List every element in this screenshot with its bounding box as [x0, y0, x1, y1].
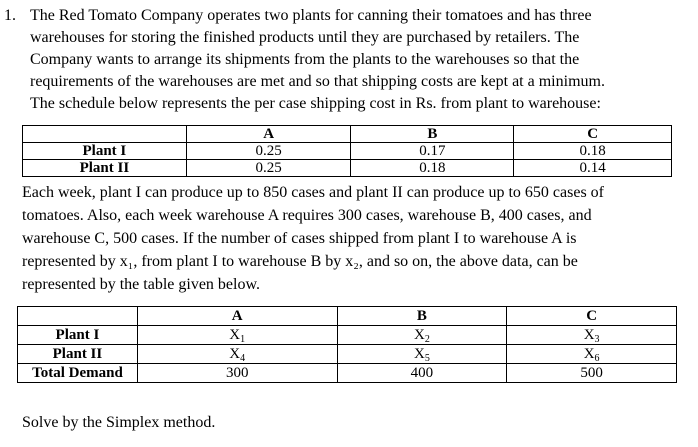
- header-cell-b: B: [337, 307, 507, 326]
- variable-cell: $X_4$: [137, 345, 337, 364]
- demand-cell: 500: [507, 364, 677, 383]
- cost-cell: 0.17: [351, 143, 514, 160]
- table-row: [23, 160, 672, 177]
- table-header-row: [18, 307, 677, 326]
- demand-cell: 300: [137, 364, 337, 383]
- cost-cell: 0.14: [514, 160, 672, 177]
- body-paragraph: [22, 181, 692, 296]
- table-row: [18, 364, 677, 383]
- table-header-row: [23, 126, 672, 143]
- body-line: tomatoes. Also, each week warehouse A requires 300 cases, warehouse B, 400 cases, and: [22, 207, 592, 224]
- variable-cell: $X_6$: [507, 345, 677, 364]
- row-label: Plant II: [23, 160, 187, 177]
- cost-cell: 0.18: [514, 143, 672, 160]
- header-cell-empty: [23, 126, 187, 143]
- variable-cell: $X_5$: [337, 345, 507, 364]
- cost-cell: 0.25: [186, 143, 351, 160]
- cost-cell: 0.18: [351, 160, 514, 177]
- intro-line: warehouses for storing the finished products until they are purchased by retailers. The: [30, 29, 580, 46]
- instruction-text: Solve by the Simplex method.: [22, 414, 216, 431]
- row-label: Plant II: [18, 345, 138, 364]
- demand-label: Total Demand: [18, 364, 138, 383]
- header-cell-empty: [18, 307, 138, 326]
- question-number: 1.: [4, 7, 16, 24]
- body-line: warehouse C, 500 cases. If the number of cases shipped from plant I to warehouse A is: [22, 230, 577, 247]
- variable-cell: $X_2$: [337, 326, 507, 345]
- shipping-cost-table: [22, 125, 672, 177]
- cost-cell: 0.25: [186, 160, 351, 177]
- table-row: [18, 345, 677, 364]
- header-cell-a: A: [186, 126, 351, 143]
- intro-line: requirements of the warehouses are met and so that shipping costs are kept at a minimum.: [30, 73, 605, 90]
- table-row: [18, 326, 677, 345]
- header-cell-c: C: [514, 126, 672, 143]
- header-cell-c: C: [507, 307, 677, 326]
- body-line: represented by x₁, from plant I to warehouse B by x₂, and so on, the above data, can be: [22, 253, 578, 270]
- variable-cell: $X_1$: [137, 326, 337, 345]
- intro-paragraph: [30, 5, 692, 115]
- variable-table: [17, 306, 677, 383]
- table-row: [23, 143, 672, 160]
- intro-line: The schedule below represents the per case shipping cost in Rs. from plant to warehouse:: [30, 95, 601, 112]
- header-cell-b: B: [351, 126, 514, 143]
- body-line: represented by the table given below.: [22, 276, 260, 293]
- demand-cell: 400: [337, 364, 507, 383]
- row-label: Plant I: [18, 326, 138, 345]
- row-label: Plant I: [23, 143, 187, 160]
- intro-line: The Red Tomato Company operates two plants for canning their tomatoes and has three: [30, 7, 592, 24]
- intro-line: Company wants to arrange its shipments from the plants to the warehouses so that the: [30, 51, 580, 68]
- header-cell-a: A: [137, 307, 337, 326]
- variable-cell: $X_3$: [507, 326, 677, 345]
- body-line: Each week, plant I can produce up to 850 cases and plant II can produce up to 650 cases of: [22, 184, 605, 201]
